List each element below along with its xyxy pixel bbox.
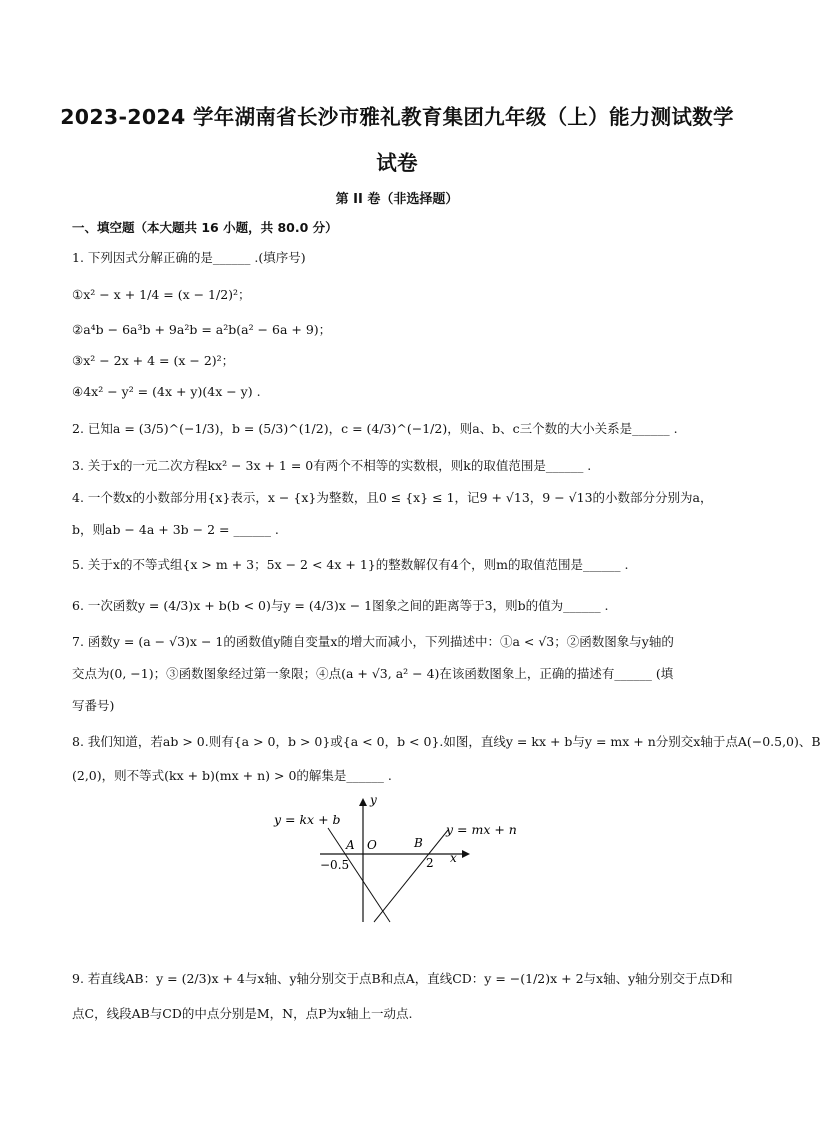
label-kx-b: y = kx + b [274, 812, 341, 827]
question-4-line2: b，则ab − 4a + 3b − 2 = ______ . [72, 522, 279, 537]
question-2: 2. 已知a = (3/5)^(−1/3)，b = (5/3)^(1/2)，c = (4/3)^(−1/2)，则a、b、c三个数的大小关系是______ . [72, 421, 678, 436]
line-mx-n [374, 830, 448, 922]
question-7-line3: 写番号) [72, 698, 115, 713]
section-heading: 一、填空题（本大题共 16 小题，共 80.0 分） [72, 220, 338, 235]
volume-label: 第 II 卷（非选择题） [335, 192, 459, 207]
label-point-a: A [346, 838, 355, 852]
line-kx-b [328, 828, 390, 922]
question-4-line1: 4. 一个数x的小数部分用{x}表示，x − {x}为整数，且0 ≤ {x} ≤ 1，记9 + √13，9 − √13的小数部分分别为a， [72, 490, 713, 505]
question-8-line1: 8. 我们知道，若ab > 0.则有{a > 0，b > 0}或{a < 0，b < 0}.如图，直线y = kx + b与y = mx + n分别交x轴于点A(−0.5,0)、B [72, 734, 821, 749]
label-tick-2: 2 [426, 856, 434, 870]
question-6: 6. 一次函数y = (4/3)x + b(b < 0)与y = (4/3)x − 1图象之间的距离等于3，则b的值为______ . [72, 598, 609, 613]
label-y-axis: y [370, 793, 377, 807]
label-tick-neg05: −0.5 [320, 858, 350, 872]
label-origin: O [367, 838, 377, 852]
question-1: 1. 下列因式分解正确的是______ .(填序号) [72, 250, 306, 265]
label-mx-n: y = mx + n [446, 822, 517, 837]
question-8-line2: (2,0)，则不等式(kx + b)(mx + n) > 0的解集是______ . [72, 768, 392, 783]
exam-title-line1: 2023-2024 学年湖南省长沙市雅礼教育集团九年级（上）能力测试数学 [60, 105, 734, 129]
question-1-option-4: ④4x² − y² = (4x + y)(4x − y) . [72, 384, 261, 399]
question-1-option-1: ①x² − x + 1/4 = (x − 1/2)²； [72, 287, 251, 302]
label-point-b: B [414, 836, 423, 850]
question-1-option-3: ③x² − 2x + 4 = (x − 2)²； [72, 353, 235, 368]
question-1-option-2: ②a⁴b − 6a³b + 9a²b = a²b(a² − 6a + 9)； [72, 322, 332, 337]
coordinate-figure [268, 792, 517, 932]
label-x-axis: x [450, 851, 457, 865]
question-9-line1: 9. 若直线AB：y = (2/3)x + 4与x轴、y轴分别交于点B和点A，直线CD：y = −(1/2)x + 2与x轴、y轴分别交于点D和 [72, 971, 733, 986]
question-7-line1: 7. 函数y = (a − √3)x − 1的函数值y随自变量x的增大而减小，下列描述中：①a < √3；②函数图象与y轴的 [72, 634, 674, 649]
question-3: 3. 关于x的一元二次方程kx² − 3x + 1 = 0有两个不相等的实数根，则k的取值范围是______ . [72, 458, 592, 473]
question-9-line2: 点C，线段AB与CD的中点分别是M，N，点P为x轴上一动点. [72, 1006, 413, 1021]
question-7-line2: 交点为(0, −1)；③函数图象经过第一象限；④点(a + √3, a² − 4)在该函数图象上，正确的描述有______ (填 [72, 666, 674, 681]
exam-title-line2: 试卷 [376, 151, 418, 175]
y-axis-arrow [359, 798, 367, 806]
x-axis-arrow [462, 850, 470, 858]
question-5: 5. 关于x的不等式组{x > m + 3；5x − 2 < 4x + 1}的整数解仅有4个，则m的取值范围是______ . [72, 557, 629, 572]
